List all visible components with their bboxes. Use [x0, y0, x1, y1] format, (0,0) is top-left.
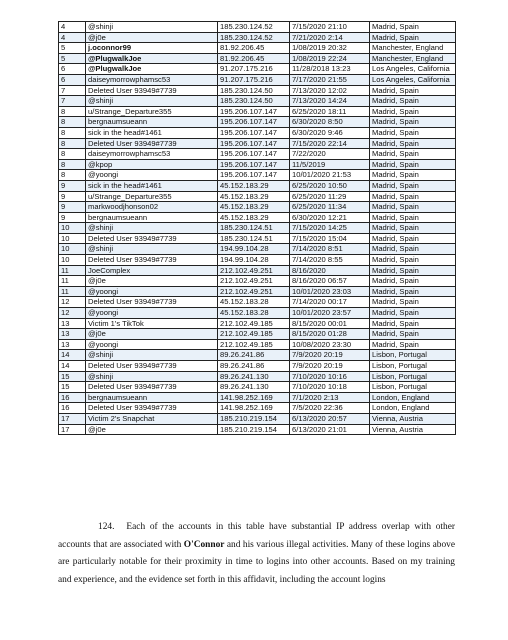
cell-time: 7/10/2020 10:16: [290, 371, 370, 382]
cell-location: Manchester, England: [370, 53, 456, 64]
cell-location: Madrid, Spain: [370, 339, 456, 350]
cell-id: 16: [59, 403, 86, 414]
table-row: [59, 32, 456, 43]
cell-account: @yoongi: [86, 170, 218, 181]
ip-address-table: [58, 21, 456, 435]
cell-time: 6/13/2020 20:57: [290, 413, 370, 424]
cell-account: @PlugwalkJoe: [86, 53, 218, 64]
cell-time: 7/5/2020 22:36: [290, 403, 370, 414]
cell-ip: 194.99.104.28: [218, 255, 290, 266]
cell-ip: 185.210.219.154: [218, 413, 290, 424]
table-row: [59, 276, 456, 287]
table-row: [59, 255, 456, 266]
cell-id: 4: [59, 32, 86, 43]
cell-ip: 81.92.206.45: [218, 53, 290, 64]
cell-time: 6/25/2020 18:11: [290, 106, 370, 117]
cell-account: @shinji: [86, 371, 218, 382]
cell-account: markwoodjhonson02: [86, 202, 218, 213]
cell-time: 7/1/2020 2:13: [290, 392, 370, 403]
cell-id: 9: [59, 212, 86, 223]
cell-account: @yoongi: [86, 308, 218, 319]
ip-table-body: [59, 22, 456, 435]
table-row: [59, 191, 456, 202]
table-row: [59, 212, 456, 223]
cell-id: 17: [59, 413, 86, 424]
cell-account: @shinji: [86, 244, 218, 255]
cell-id: 13: [59, 329, 86, 340]
cell-ip: 141.98.252.169: [218, 403, 290, 414]
cell-ip: 195.206.107.147: [218, 138, 290, 149]
cell-location: Madrid, Spain: [370, 318, 456, 329]
cell-id: 9: [59, 180, 86, 191]
cell-location: Madrid, Spain: [370, 138, 456, 149]
cell-time: 7/15/2020 21:10: [290, 22, 370, 33]
cell-id: 5: [59, 43, 86, 54]
cell-account: @j0e: [86, 329, 218, 340]
cell-id: 9: [59, 202, 86, 213]
table-row: [59, 244, 456, 255]
cell-ip: 185.230.124.50: [218, 85, 290, 96]
cell-id: 16: [59, 392, 86, 403]
cell-location: Madrid, Spain: [370, 117, 456, 128]
cell-account: bergnaumsueann: [86, 392, 218, 403]
cell-location: Madrid, Spain: [370, 106, 456, 117]
cell-account: @shinji: [86, 96, 218, 107]
cell-time: 6/25/2020 10:50: [290, 180, 370, 191]
cell-account: Victim 1's TikTok: [86, 318, 218, 329]
cell-time: 8/16/2020 06:57: [290, 276, 370, 287]
cell-account: @yoongi: [86, 286, 218, 297]
cell-time: 10/01/2020 23:57: [290, 308, 370, 319]
cell-location: Madrid, Spain: [370, 212, 456, 223]
table-row: [59, 74, 456, 85]
cell-location: Madrid, Spain: [370, 85, 456, 96]
cell-time: 10/01/2020 23:03: [290, 286, 370, 297]
cell-location: Los Angeles, California: [370, 74, 456, 85]
cell-time: 7/15/2020 22:14: [290, 138, 370, 149]
cell-location: Madrid, Spain: [370, 276, 456, 287]
cell-location: Madrid, Spain: [370, 223, 456, 234]
table-row: [59, 149, 456, 160]
cell-ip: 45.152.183.29: [218, 202, 290, 213]
cell-location: Madrid, Spain: [370, 329, 456, 340]
cell-id: 11: [59, 265, 86, 276]
cell-id: 10: [59, 223, 86, 234]
table-row: [59, 339, 456, 350]
cell-time: 10/08/2020 23:30: [290, 339, 370, 350]
cell-ip: 185.210.219.154: [218, 424, 290, 435]
cell-account: sick in the head#1461: [86, 127, 218, 138]
cell-location: Madrid, Spain: [370, 265, 456, 276]
cell-ip: 195.206.107.147: [218, 106, 290, 117]
cell-ip: 195.206.107.147: [218, 149, 290, 160]
cell-account: Deleted User 93949#7739: [86, 297, 218, 308]
cell-id: 10: [59, 255, 86, 266]
cell-time: 7/13/2020 12:02: [290, 85, 370, 96]
cell-time: 8/15/2020 01:28: [290, 329, 370, 340]
cell-ip: 45.152.183.29: [218, 191, 290, 202]
cell-time: 1/08/2019 22:24: [290, 53, 370, 64]
cell-ip: 89.26.241.86: [218, 361, 290, 372]
cell-account: sick in the head#1461: [86, 180, 218, 191]
cell-location: Madrid, Spain: [370, 308, 456, 319]
cell-location: Los Angeles, California: [370, 64, 456, 75]
cell-account: bergnaumsueann: [86, 212, 218, 223]
cell-time: 6/30/2020 8:50: [290, 117, 370, 128]
table-row: [59, 413, 456, 424]
cell-account: u/Strange_Departure355: [86, 191, 218, 202]
cell-time: 6/25/2020 11:29: [290, 191, 370, 202]
cell-id: 12: [59, 308, 86, 319]
table-row: [59, 138, 456, 149]
cell-time: 7/17/2020 21:55: [290, 74, 370, 85]
cell-id: 12: [59, 297, 86, 308]
cell-location: Madrid, Spain: [370, 297, 456, 308]
cell-id: 4: [59, 22, 86, 33]
table-row: [59, 64, 456, 75]
cell-ip: 185.230.124.50: [218, 96, 290, 107]
cell-location: Madrid, Spain: [370, 127, 456, 138]
table-row: [59, 96, 456, 107]
paragraph-text-after: and his various illegal activities. Many of these logins above are particularly notable for their proximity in time to logins into other accounts. Based on my training and experience, and the evidence set forth in this affidavit, including the account logins: [58, 539, 455, 585]
table-row: [59, 127, 456, 138]
cell-ip: 185.230.124.51: [218, 233, 290, 244]
cell-ip: 81.92.206.45: [218, 43, 290, 54]
cell-time: 6/25/2020 11:34: [290, 202, 370, 213]
cell-time: 8/16/2020: [290, 265, 370, 276]
cell-id: 6: [59, 64, 86, 75]
cell-id: 7: [59, 85, 86, 96]
cell-ip: 185.230.124.52: [218, 32, 290, 43]
cell-id: 8: [59, 117, 86, 128]
table-row: [59, 392, 456, 403]
table-row: [59, 265, 456, 276]
cell-ip: 212.102.49.251: [218, 265, 290, 276]
cell-id: 11: [59, 276, 86, 287]
paragraph-text-before: Each of the accounts in this table have substantial IP address overlap with other accounts that are associated with: [58, 522, 455, 550]
cell-time: 7/14/2020 00:17: [290, 297, 370, 308]
cell-account: JoeComplex: [86, 265, 218, 276]
cell-ip: 195.206.107.147: [218, 170, 290, 181]
cell-ip: 89.26.241.130: [218, 382, 290, 393]
table-row: [59, 350, 456, 361]
cell-id: 11: [59, 286, 86, 297]
cell-location: Madrid, Spain: [370, 180, 456, 191]
cell-account: @shinji: [86, 350, 218, 361]
cell-location: Madrid, Spain: [370, 255, 456, 266]
table-row: [59, 233, 456, 244]
cell-id: 8: [59, 159, 86, 170]
cell-location: Madrid, Spain: [370, 202, 456, 213]
cell-account: Deleted User 93949#7739: [86, 382, 218, 393]
cell-account: Deleted User 93949#7739: [86, 138, 218, 149]
cell-ip: 194.99.104.28: [218, 244, 290, 255]
cell-ip: 212.102.49.185: [218, 318, 290, 329]
table-row: [59, 361, 456, 372]
table-row: [59, 403, 456, 414]
cell-account: Deleted User 93949#7739: [86, 85, 218, 96]
cell-location: Lisbon, Portugal: [370, 382, 456, 393]
cell-location: Madrid, Spain: [370, 96, 456, 107]
cell-account: bergnaumsueann: [86, 117, 218, 128]
table-row: [59, 170, 456, 181]
cell-id: 5: [59, 53, 86, 64]
cell-location: Madrid, Spain: [370, 149, 456, 160]
cell-account: @yoongi: [86, 339, 218, 350]
cell-ip: 212.102.49.185: [218, 329, 290, 340]
table-row: [59, 297, 456, 308]
cell-ip: 89.26.241.130: [218, 371, 290, 382]
table-row: [59, 85, 456, 96]
cell-account: daiseymorrowphamsc53: [86, 74, 218, 85]
table-row: [59, 371, 456, 382]
cell-time: 6/30/2020 9:46: [290, 127, 370, 138]
cell-ip: 89.26.241.86: [218, 350, 290, 361]
cell-time: 7/13/2020 14:24: [290, 96, 370, 107]
cell-ip: 45.152.183.28: [218, 308, 290, 319]
cell-location: Lisbon, Portugal: [370, 371, 456, 382]
cell-ip: 91.207.175.216: [218, 64, 290, 75]
table-row: [59, 286, 456, 297]
cell-ip: 45.152.183.28: [218, 297, 290, 308]
cell-id: 8: [59, 127, 86, 138]
cell-account: @j0e: [86, 424, 218, 435]
cell-time: 7/9/2020 20:19: [290, 361, 370, 372]
table-row: [59, 22, 456, 33]
cell-time: 6/13/2020 21:01: [290, 424, 370, 435]
cell-time: 11/5/2019: [290, 159, 370, 170]
cell-id: 15: [59, 382, 86, 393]
table-row: [59, 329, 456, 340]
cell-id: 13: [59, 318, 86, 329]
cell-time: 6/30/2020 12:21: [290, 212, 370, 223]
cell-time: 11/28/2018 13:23: [290, 64, 370, 75]
cell-ip: 212.102.49.251: [218, 286, 290, 297]
cell-id: 17: [59, 424, 86, 435]
cell-ip: 45.152.183.29: [218, 212, 290, 223]
cell-ip: 195.206.107.147: [218, 159, 290, 170]
table-row: [59, 202, 456, 213]
cell-ip: 185.230.124.51: [218, 223, 290, 234]
cell-time: 7/15/2020 15:04: [290, 233, 370, 244]
cell-time: 7/9/2020 20:19: [290, 350, 370, 361]
cell-id: 8: [59, 170, 86, 181]
cell-id: 8: [59, 106, 86, 117]
cell-ip: 185.230.124.52: [218, 22, 290, 33]
cell-location: Madrid, Spain: [370, 191, 456, 202]
cell-account: @kpop: [86, 159, 218, 170]
cell-account: Deleted User 93949#7739: [86, 255, 218, 266]
paragraph-bold-name: O'Connor: [183, 539, 225, 550]
cell-id: 8: [59, 138, 86, 149]
cell-time: 1/08/2019 20:32: [290, 43, 370, 54]
cell-location: Lisbon, Portugal: [370, 350, 456, 361]
cell-ip: 195.206.107.147: [218, 127, 290, 138]
paragraph-number: 124.: [98, 522, 115, 532]
table-row: [59, 106, 456, 117]
cell-ip: 212.102.49.185: [218, 339, 290, 350]
paragraph-124: [58, 519, 455, 589]
cell-id: 10: [59, 233, 86, 244]
cell-time: 8/15/2020 00:01: [290, 318, 370, 329]
cell-location: London, England: [370, 403, 456, 414]
cell-ip: 195.206.107.147: [218, 117, 290, 128]
cell-ip: 212.102.49.251: [218, 276, 290, 287]
table-row: [59, 53, 456, 64]
cell-account: Victim 2's Snapchat: [86, 413, 218, 424]
cell-location: Manchester, England: [370, 43, 456, 54]
table-row: [59, 117, 456, 128]
cell-account: Deleted User 93949#7739: [86, 403, 218, 414]
cell-location: Madrid, Spain: [370, 32, 456, 43]
table-row: [59, 382, 456, 393]
table-row: [59, 223, 456, 234]
table-row: [59, 43, 456, 54]
cell-time: 7/14/2020 8:55: [290, 255, 370, 266]
cell-id: 13: [59, 339, 86, 350]
cell-location: Madrid, Spain: [370, 286, 456, 297]
cell-id: 8: [59, 149, 86, 160]
cell-location: Lisbon, Portugal: [370, 361, 456, 372]
cell-time: 7/10/2020 10:18: [290, 382, 370, 393]
cell-id: 6: [59, 74, 86, 85]
cell-id: 14: [59, 361, 86, 372]
table-row: [59, 424, 456, 435]
cell-id: 10: [59, 244, 86, 255]
cell-time: 7/22/2020: [290, 149, 370, 160]
table-row: [59, 180, 456, 191]
cell-account: @j0e: [86, 32, 218, 43]
cell-ip: 91.207.175.216: [218, 74, 290, 85]
cell-account: @j0e: [86, 276, 218, 287]
cell-time: 7/15/2020 14:25: [290, 223, 370, 234]
cell-time: 7/21/2020 2:14: [290, 32, 370, 43]
cell-location: Madrid, Spain: [370, 159, 456, 170]
cell-id: 9: [59, 191, 86, 202]
cell-id: 14: [59, 350, 86, 361]
cell-id: 7: [59, 96, 86, 107]
table-row: [59, 159, 456, 170]
cell-account: @shinji: [86, 223, 218, 234]
cell-location: Madrid, Spain: [370, 170, 456, 181]
cell-location: Madrid, Spain: [370, 22, 456, 33]
cell-account: @PlugwalkJoe: [86, 64, 218, 75]
cell-ip: 141.98.252.169: [218, 392, 290, 403]
cell-time: 7/14/2020 8:51: [290, 244, 370, 255]
cell-id: 15: [59, 371, 86, 382]
cell-account: @shinji: [86, 22, 218, 33]
cell-location: London, England: [370, 392, 456, 403]
cell-time: 10/01/2020 21:53: [290, 170, 370, 181]
cell-account: j.oconnor99: [86, 43, 218, 54]
cell-account: Deleted User 93949#7739: [86, 361, 218, 372]
cell-location: Madrid, Spain: [370, 244, 456, 255]
table-row: [59, 308, 456, 319]
cell-location: Madrid, Spain: [370, 233, 456, 244]
cell-ip: 45.152.183.29: [218, 180, 290, 191]
cell-account: Deleted User 93949#7739: [86, 233, 218, 244]
cell-account: u/Strange_Departure355: [86, 106, 218, 117]
cell-location: Vienna, Austria: [370, 424, 456, 435]
table-row: [59, 318, 456, 329]
cell-account: daiseymorrowphamsc53: [86, 149, 218, 160]
cell-location: Vienna, Austria: [370, 413, 456, 424]
